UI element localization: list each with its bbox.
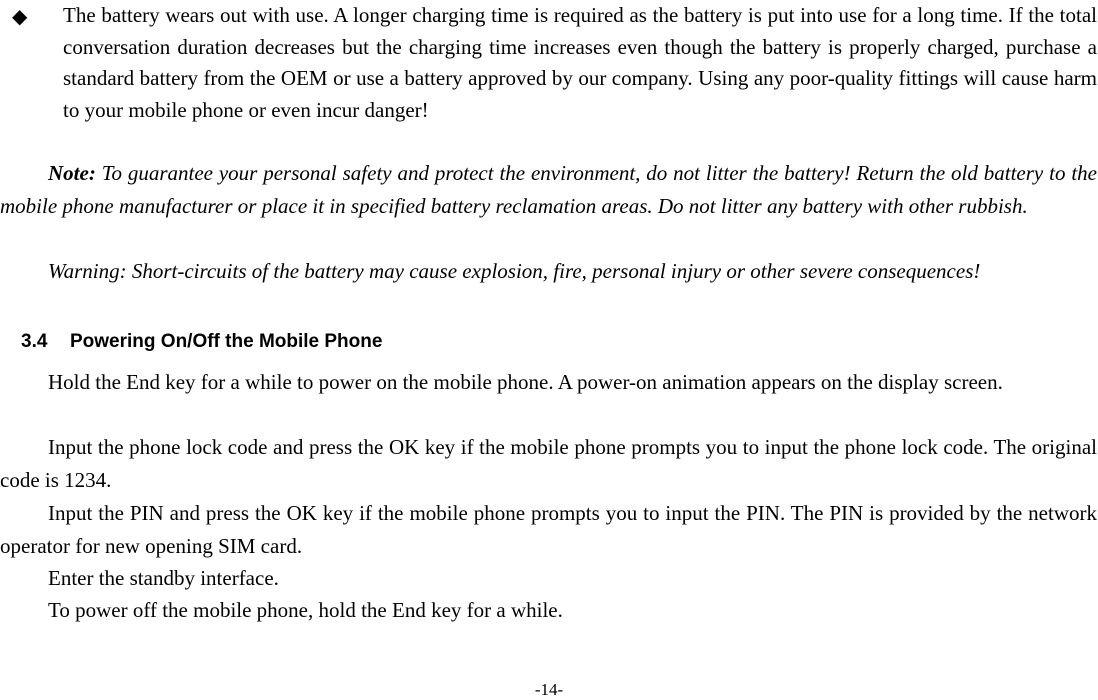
paragraph-pin: Input the PIN and press the OK key if the mobile phone prompts you to input the PIN. The PIN is provided by the network operator for new opening SIM card. [0, 501, 1097, 558]
paragraph-standby: Enter the standby interface. [48, 566, 279, 590]
diamond-bullet-icon: ◆ [12, 4, 28, 28]
battery-wear-text: The battery wears out with use. A longer charging time is required as the battery is put into use for a long time. If the total conversation duration decreases but the charging time increases even though the battery is properly charged, purchase a standard battery from the OEM or use a battery approved by our company. Using any poor-quality fittings will cause harm to your mobile phone or even incur danger! [63, 3, 1097, 122]
section-title: Powering On/Off the Mobile Phone [70, 331, 383, 352]
paragraph-power-off: To power off the mobile phone, hold the End key for a while. [48, 598, 563, 622]
section-number: 3.4 [21, 331, 48, 352]
page-number: -14- [534, 680, 564, 699]
note-paragraph [0, 157, 1097, 223]
section-heading [21, 329, 382, 355]
paragraph-power-on: Hold the End key for a while to power on the mobile phone. A power-on animation appears on the display screen. [48, 370, 1003, 394]
paragraph-lock-code: Input the phone lock code and press the OK key if the mobile phone prompts you to input the phone lock code. The original code is 1234. [0, 435, 1097, 492]
note-label: Note: [48, 161, 96, 185]
warning-paragraph: Warning: Short-circuits of the battery may cause explosion, fire, personal injury or other severe consequences! [48, 259, 981, 283]
note-text: To guarantee your personal safety and protect the environment, do not litter the battery! Return the old battery to the mobile phone manufacturer or place it in specified battery reclamation areas. Do not litter any battery with other rubbish. [0, 161, 1097, 218]
